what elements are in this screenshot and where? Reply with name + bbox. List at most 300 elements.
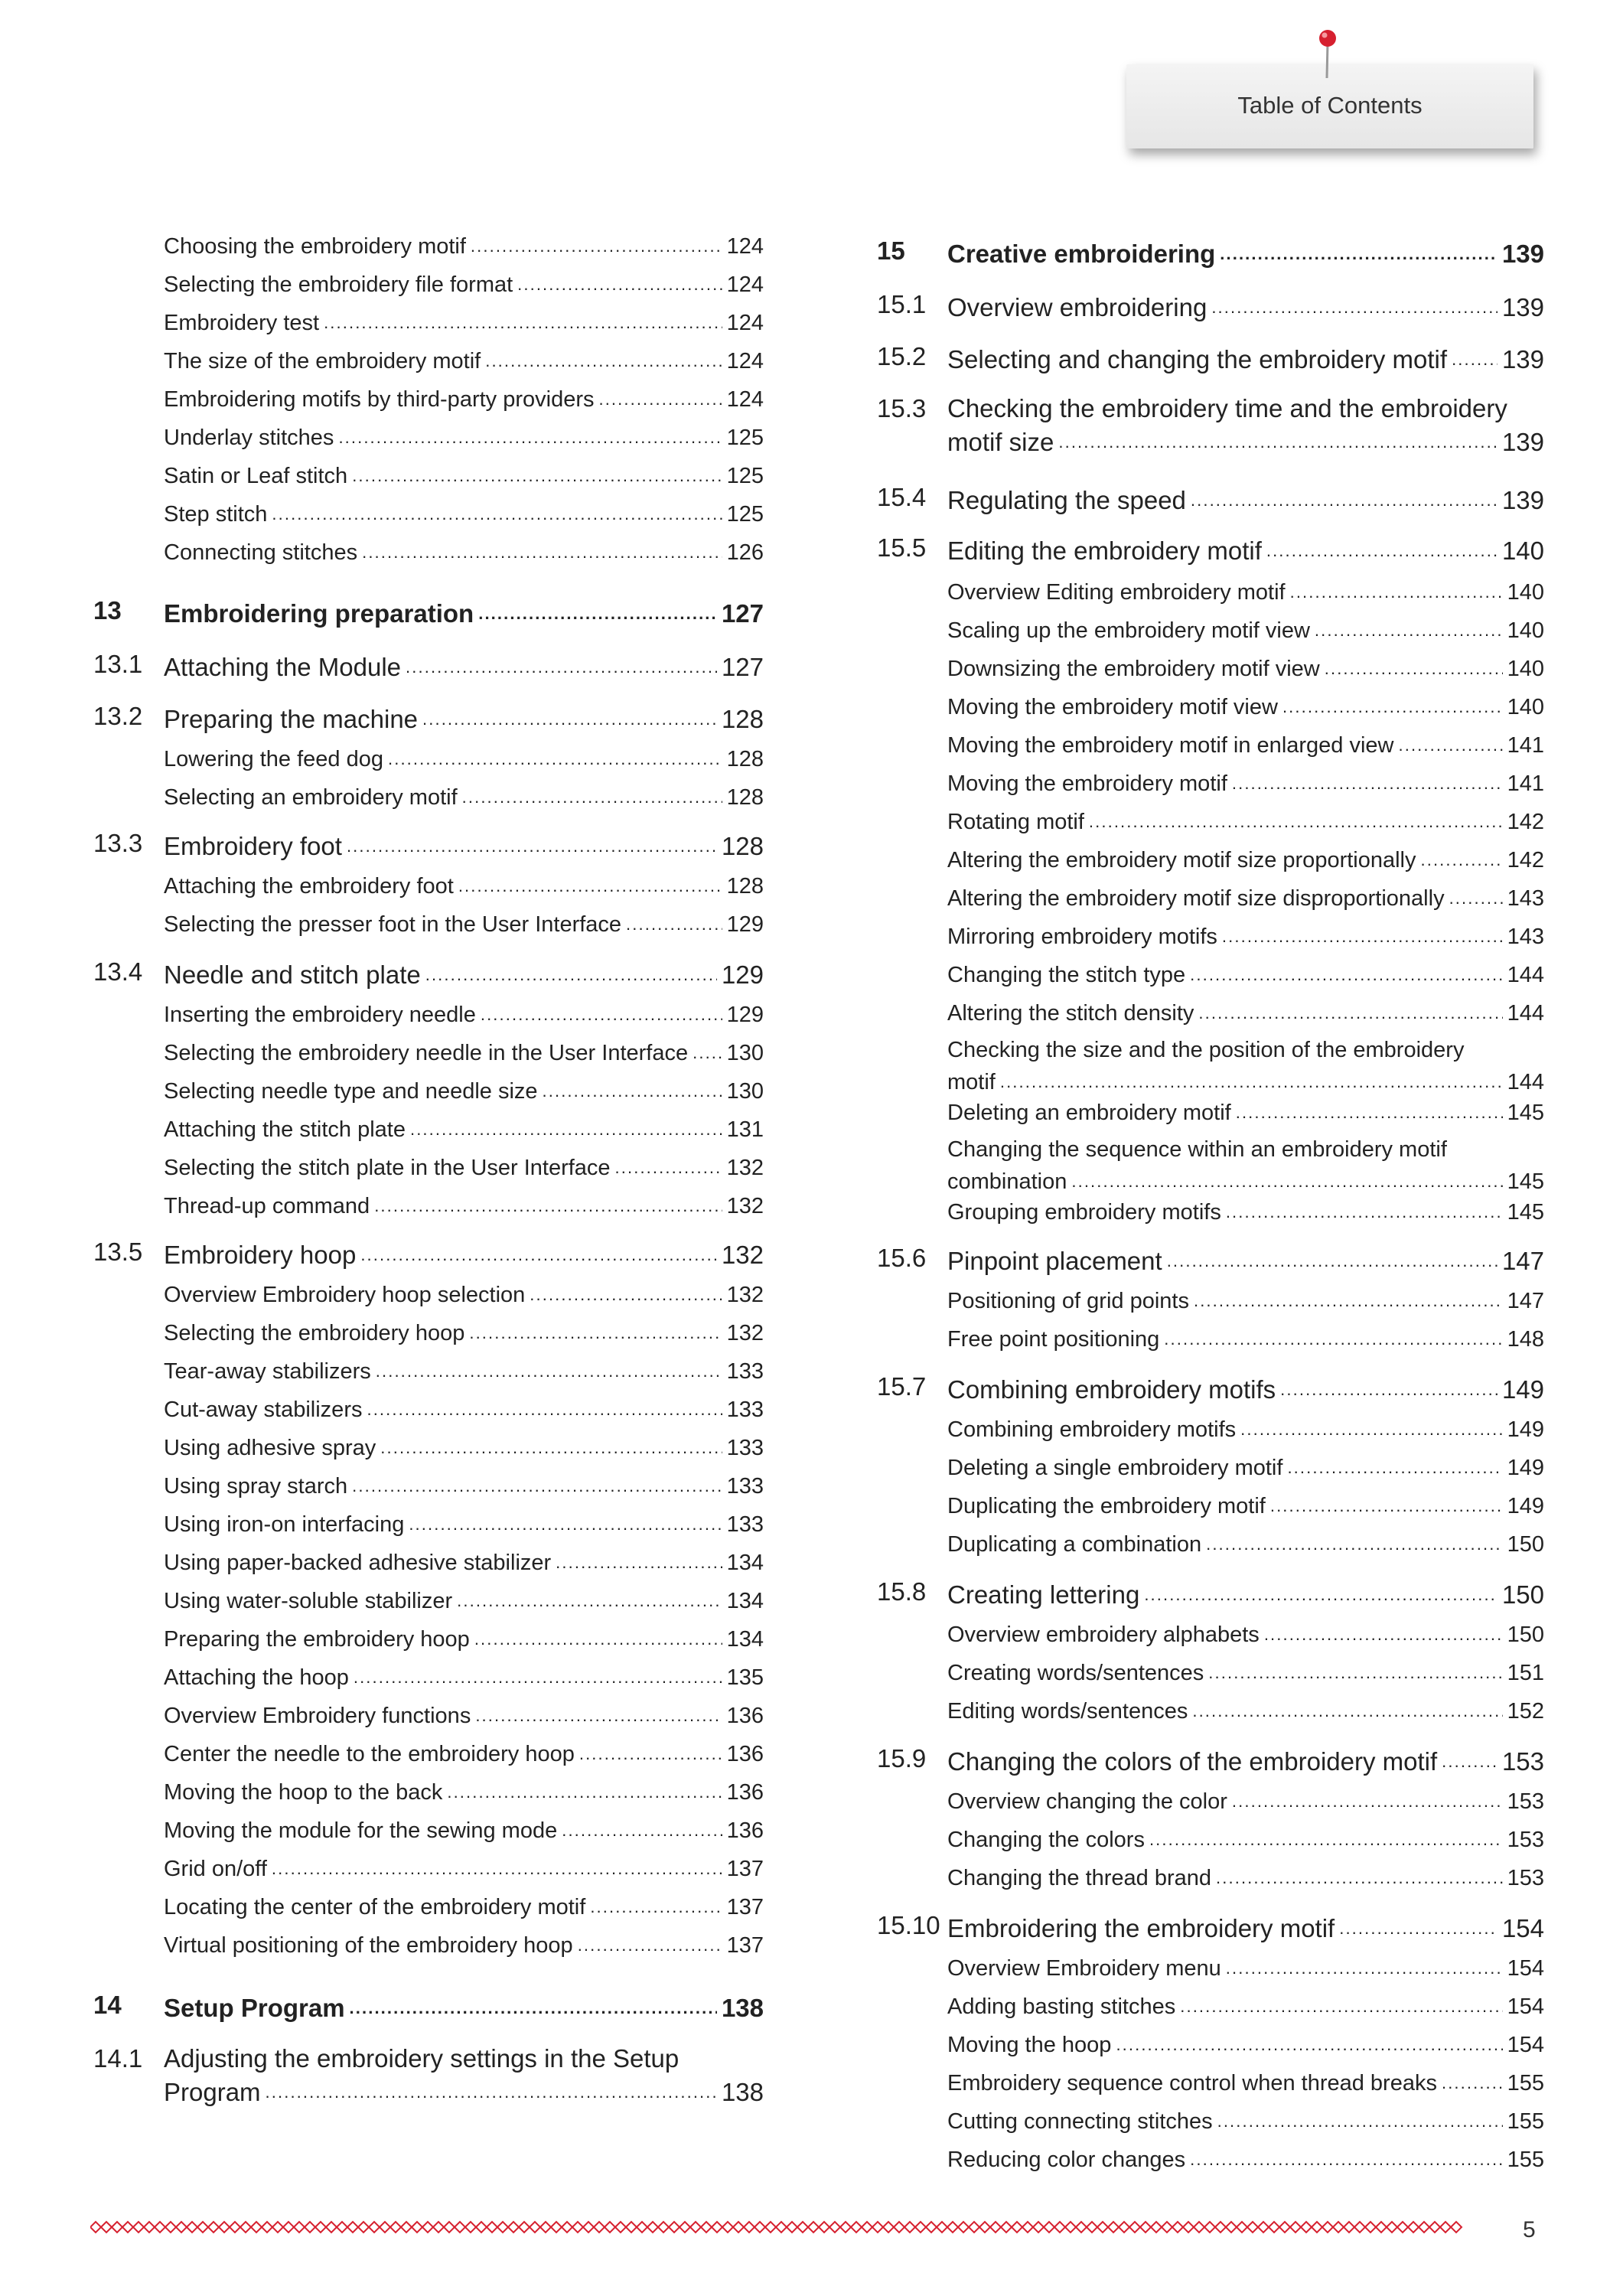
dot-leader [406, 649, 717, 683]
dot-leader [1325, 652, 1503, 684]
dot-leader [1421, 843, 1503, 876]
toc-entry-number: 13.4 [93, 957, 143, 986]
toc-chapter-entry[interactable] [93, 1990, 764, 2024]
toc-entry-page: 134 [726, 1627, 764, 1652]
toc-entry-page: 132 [726, 1194, 764, 1218]
toc-entry-page: 154 [1507, 2033, 1544, 2057]
toc-subsection-entry[interactable] [93, 1508, 764, 1540]
toc-subsection-entry[interactable] [93, 742, 764, 775]
toc-subsection-entry[interactable] [877, 882, 1544, 914]
dot-leader [352, 1469, 722, 1502]
toc-subsection-entry[interactable] [877, 576, 1544, 608]
toc-entry-page: 138 [721, 1994, 764, 2022]
toc-entry-page: 140 [1507, 580, 1544, 605]
toc-subsection-entry[interactable] [877, 1195, 1544, 1228]
toc-entry-title: Locating the center of the embroidery motif [164, 1895, 586, 1919]
toc-chapter-entry[interactable] [877, 236, 1544, 269]
toc-subsection-entry[interactable] [93, 1075, 764, 1107]
toc-entry-page: 133 [726, 1474, 764, 1499]
toc-subsection-entry[interactable] [877, 1823, 1544, 1855]
toc-entry-title: Using paper-backed adhesive stabilizer [164, 1551, 552, 1575]
toc-entry-page: 129 [726, 1003, 764, 1027]
toc-entry-page: 128 [721, 705, 764, 733]
toc-entry-title: Connecting stitches [164, 540, 358, 565]
toc-section-entry[interactable] [93, 828, 764, 862]
toc-entry-number: 13.2 [93, 702, 143, 730]
toc-entry-page: 130 [726, 1041, 764, 1065]
toc-entry-page: 139 [1501, 345, 1544, 373]
toc-entry-page: 128 [726, 747, 764, 771]
toc-entry-page: 125 [726, 464, 764, 488]
toc-entry-title: Embroidering preparation [164, 599, 474, 628]
toc-entry-page: 137 [726, 1895, 764, 1919]
toc-subsection-entry[interactable] [93, 1113, 764, 1145]
toc-subsection-entry[interactable] [877, 1694, 1544, 1727]
toc-subsection-entry[interactable] [877, 1035, 1544, 1097]
toc-subsection-entry[interactable] [877, 1785, 1544, 1817]
toc-entry-title: Setup Program [164, 1994, 345, 2022]
dot-leader [1000, 1065, 1503, 1097]
toc-subsection-entry[interactable] [93, 1151, 764, 1183]
dot-leader [1208, 1656, 1502, 1688]
toc-entry-page: 124 [726, 387, 764, 412]
toc-entry-page: 153 [1507, 1828, 1544, 1852]
toc-subsection-entry[interactable] [93, 1431, 764, 1463]
toc-entry-title: Cutting connecting stitches [947, 2109, 1213, 2134]
toc-subsection-entry[interactable] [877, 1990, 1544, 2022]
dot-leader [409, 1508, 722, 1540]
toc-entry-title: Moving the module for the sewing mode [164, 1818, 558, 1843]
toc-entry-number: 13.5 [93, 1238, 143, 1266]
toc-entry-page: 140 [1507, 618, 1544, 643]
toc-entry-page: 139 [1501, 486, 1544, 514]
toc-entry-title: Mirroring embroidery motifs [947, 925, 1217, 949]
toc-entry-number: 15.9 [877, 1744, 927, 1773]
dot-leader [1116, 2028, 1502, 2060]
toc-entry-title: Changing the thread brand [947, 1866, 1212, 1890]
dot-leader [425, 957, 717, 990]
dot-leader [1164, 1322, 1502, 1355]
toc-entry-page: 129 [721, 960, 764, 989]
toc-entry-title: Editing the embroidery motif [947, 536, 1262, 565]
toc-subsection-entry[interactable] [877, 2028, 1544, 2060]
toc-entry-page: 132 [726, 1283, 764, 1307]
toc-subsection-entry[interactable] [93, 230, 764, 262]
toc-entry-page: 140 [1507, 695, 1544, 719]
toc-subsection-entry[interactable] [93, 1890, 764, 1923]
toc-subsection-entry[interactable] [93, 1699, 764, 1731]
toc-subsection-entry[interactable] [93, 1469, 764, 1502]
page-number: 5 [1523, 2217, 1536, 2242]
toc-entry-title: Moving the hoop to the back [164, 1780, 443, 1805]
toc-section-entry[interactable] [877, 533, 1544, 566]
toc-entry-page: 150 [1507, 1623, 1544, 1647]
toc-section-entry[interactable] [93, 2043, 764, 2108]
toc-entry-page: 145 [1507, 1169, 1544, 1194]
toc-subsection-entry[interactable] [877, 767, 1544, 799]
toc-entry-number: 14.1 [93, 2044, 143, 2073]
toc-entry-number: 15.3 [877, 394, 927, 422]
dot-leader [562, 1814, 722, 1846]
toc-section-entry[interactable] [877, 393, 1544, 458]
dot-leader [1167, 1243, 1498, 1277]
toc-entry-title: Free point positioning [947, 1327, 1160, 1352]
dot-leader [410, 1113, 722, 1145]
toc-entry-page: 150 [1501, 1580, 1544, 1609]
toc-section-entry[interactable] [877, 1243, 1544, 1277]
toc-entry-title: Tear-away stabilizers [164, 1359, 371, 1384]
toc-entry-title: Attaching the hoop [164, 1665, 349, 1690]
toc-entry-title: Embroidery sequence control when thread breaks [947, 2071, 1437, 2095]
dot-leader [1226, 1952, 1503, 1984]
toc-entry-title: Needle and stitch plate [164, 960, 421, 989]
toc-section-entry[interactable] [877, 289, 1544, 323]
dot-leader [1240, 1413, 1502, 1445]
dot-leader [1339, 1910, 1498, 1944]
toc-entry-page: 155 [1507, 2071, 1544, 2095]
dot-leader [517, 268, 722, 300]
toc-entry-page: 136 [726, 1742, 764, 1766]
toc-entry-number: 15 [877, 236, 905, 265]
dot-leader [615, 1151, 722, 1183]
dot-leader [626, 908, 722, 940]
toc-entry-page: 139 [1501, 293, 1544, 321]
toc-entry-page: 125 [726, 426, 764, 450]
toc-entry-page: 141 [1507, 771, 1544, 796]
toc-entry-page: 147 [1501, 1247, 1544, 1275]
toc-chapter-entry[interactable] [93, 595, 764, 629]
toc-entry-page: 132 [726, 1156, 764, 1180]
toc-entry-title: Combining embroidery motifs [947, 1417, 1237, 1442]
toc-entry-title: Changing the colors [947, 1828, 1145, 1852]
toc-entry-page: 145 [1507, 1200, 1544, 1225]
toc-entry-number: 13.3 [93, 829, 143, 857]
toc-entry-title: Embroidery foot [164, 832, 342, 860]
toc-entry-page: 139 [1501, 428, 1544, 456]
toc-section-entry[interactable] [877, 1743, 1544, 1777]
dot-leader [380, 1431, 722, 1463]
toc-entry-number: 13.1 [93, 650, 143, 678]
toc-entry-title: Attaching the stitch plate [164, 1117, 406, 1142]
toc-subsection-entry[interactable] [877, 1656, 1544, 1688]
toc-subsection-entry[interactable] [877, 614, 1544, 646]
toc-subsection-entry[interactable] [93, 1929, 764, 1961]
toc-entry-number: 15.4 [877, 483, 927, 511]
toc-entry-page: 149 [1507, 1456, 1544, 1480]
toc-subsection-entry[interactable] [93, 1661, 764, 1693]
toc-entry-page: 128 [726, 874, 764, 899]
toc-entry-number: 15.6 [877, 1244, 927, 1272]
toc-subsection-entry[interactable] [877, 996, 1544, 1029]
toc-entry-title: Reducing color changes [947, 2148, 1186, 2172]
dot-leader [1192, 1694, 1502, 1727]
dot-leader [590, 1890, 722, 1923]
toc-entry-page: 128 [721, 832, 764, 860]
dot-leader [1216, 1861, 1503, 1893]
toc-entry-title: Selecting the stitch plate in the User Interface [164, 1156, 611, 1180]
toc-subsection-entry[interactable] [93, 268, 764, 300]
toc-section-entry[interactable] [93, 649, 764, 683]
toc-entry-title: Rotating motif [947, 810, 1084, 834]
toc-entry-page: 125 [726, 502, 764, 527]
dot-leader [1442, 1743, 1498, 1777]
dot-leader [1266, 533, 1498, 566]
toc-entry-page: 150 [1507, 1532, 1544, 1557]
dot-leader [266, 2074, 717, 2108]
toc-entry-page: 124 [726, 234, 764, 259]
dot-leader [485, 344, 722, 377]
toc-entry-page: 141 [1507, 733, 1544, 758]
toc-entry-title: Attaching the Module [164, 653, 402, 681]
toc-entry-title: Selecting an embroidery motif [164, 785, 458, 810]
toc-section-entry[interactable] [93, 1237, 764, 1270]
dot-leader [352, 459, 722, 491]
toc-entry-page: 144 [1507, 963, 1544, 987]
toc-subsection-entry[interactable] [93, 344, 764, 377]
toc-entry-page: 124 [726, 272, 764, 297]
dot-leader [471, 230, 722, 262]
toc-subsection-entry[interactable] [93, 1393, 764, 1425]
toc-subsection-entry[interactable] [93, 869, 764, 902]
dot-leader [1058, 424, 1498, 458]
dot-leader [1191, 482, 1498, 516]
toc-subsection-entry[interactable] [877, 1618, 1544, 1650]
dot-leader [376, 1355, 722, 1387]
toc-entry-page: 144 [1507, 1070, 1544, 1094]
toc-entry-page: 138 [721, 2078, 764, 2106]
toc-entry-page: 136 [726, 1704, 764, 1728]
toc-subsection-entry[interactable] [877, 1861, 1544, 1893]
toc-subsection-entry[interactable] [93, 1189, 764, 1221]
toc-entry-page: 124 [726, 311, 764, 335]
toc-entry-title: Changing the stitch type [947, 963, 1186, 987]
toc-entry-page: 142 [1507, 810, 1544, 834]
toc-entry-title: Regulating the speed [947, 486, 1186, 514]
toc-entry-title-cont: Program [164, 2078, 261, 2106]
dot-leader [1232, 1785, 1503, 1817]
toc-subsection-entry[interactable] [93, 1316, 764, 1349]
toc-subsection-entry[interactable] [93, 1852, 764, 1884]
toc-subsection-entry[interactable] [877, 805, 1544, 837]
toc-entry-title: Thread-up command [164, 1194, 370, 1218]
toc-entry-title: Embroidering the embroidery motif [947, 1914, 1335, 1942]
toc-entry-page: 127 [721, 599, 764, 628]
toc-entry-title: Using adhesive spray [164, 1436, 376, 1460]
toc-entry-title: Selecting the embroidery hoop [164, 1321, 465, 1345]
dot-leader [1280, 1371, 1498, 1405]
toc-entry-page: 144 [1507, 1001, 1544, 1026]
dot-leader [354, 1661, 722, 1693]
dot-leader [693, 1036, 722, 1068]
toc-subsection-entry[interactable] [877, 690, 1544, 722]
toc-entry-number: 15.10 [877, 1911, 940, 1939]
toc-section-entry[interactable] [877, 482, 1544, 516]
dot-leader [1264, 1618, 1503, 1650]
dot-leader [1399, 729, 1503, 761]
toc-subsection-entry[interactable] [93, 421, 764, 453]
toc-subsection-entry[interactable] [877, 1451, 1544, 1483]
toc-subsection-entry[interactable] [93, 306, 764, 338]
toc-subsection-entry[interactable] [93, 1278, 764, 1310]
toc-entry-page: 140 [1507, 657, 1544, 681]
toc-entry-title: Creative embroidering [947, 240, 1216, 268]
toc-subsection-entry[interactable] [877, 1528, 1544, 1560]
toc-subsection-entry[interactable] [93, 459, 764, 491]
toc-section-entry[interactable] [93, 701, 764, 735]
toc-entry-title: Editing words/sentences [947, 1699, 1188, 1724]
toc-entry-number: 15.5 [877, 533, 927, 562]
toc-subsection-entry[interactable] [93, 1737, 764, 1769]
toc-entry-title: Embroidery test [164, 311, 320, 335]
toc-entry-number: 15.1 [877, 290, 927, 318]
dot-leader [360, 1237, 717, 1270]
dot-leader [422, 701, 717, 735]
toc-entry-title: Altering the embroidery motif size proportionally [947, 848, 1416, 872]
toc-entry-title: Using water-soluble stabilizer [164, 1589, 453, 1613]
toc-subsection-entry[interactable] [93, 908, 764, 940]
toc-entry-title: Cut-away stabilizers [164, 1397, 363, 1422]
toc-entry-title: Duplicating a combination [947, 1532, 1202, 1557]
toc-entry-title: Preparing the embroidery hoop [164, 1627, 470, 1652]
toc-entry-title: Changing the sequence within an embroidery motif [947, 1137, 1447, 1162]
toc-entry-page: 139 [1501, 240, 1544, 268]
toc-entry-page: 154 [1507, 1956, 1544, 1981]
toc-subsection-entry[interactable] [877, 1489, 1544, 1521]
toc-subsection-entry[interactable] [93, 781, 764, 813]
toc-entry-page: 151 [1507, 1661, 1544, 1685]
toc-subsection-entry[interactable] [93, 383, 764, 415]
toc-subsection-entry[interactable] [877, 2143, 1544, 2175]
toc-subsection-entry[interactable] [877, 843, 1544, 876]
toc-entry-page: 147 [1507, 1289, 1544, 1313]
toc-entry-title: Selecting needle type and needle size [164, 1079, 538, 1104]
toc-subsection-entry[interactable] [877, 1284, 1544, 1316]
toc-subsection-entry[interactable] [93, 998, 764, 1030]
toc-entry-title: Moving the embroidery motif [947, 771, 1227, 796]
toc-entry-number: 15.2 [877, 342, 927, 370]
toc-entry-title: Overview embroidery alphabets [947, 1623, 1260, 1647]
dot-leader [1232, 767, 1503, 799]
toc-subsection-entry[interactable] [93, 536, 764, 568]
toc-section-entry[interactable] [93, 957, 764, 990]
toc-entry-title: Selecting the embroidery file format [164, 272, 513, 297]
toc-entry-page: 140 [1501, 536, 1544, 565]
dot-leader [1149, 1823, 1503, 1855]
toc-entry-title: Selecting the presser foot in the User Interface [164, 912, 622, 937]
toc-section-entry[interactable] [877, 1371, 1544, 1405]
tab-label: Table of Contents [1237, 92, 1423, 119]
toc-entry-title: Step stitch [164, 502, 268, 527]
toc-subsection-entry[interactable] [93, 1546, 764, 1578]
toc-subsection-entry[interactable] [877, 652, 1544, 684]
dot-leader [543, 1075, 722, 1107]
dot-leader [272, 497, 722, 530]
toc-entry-title: Scaling up the embroidery motif view [947, 618, 1310, 643]
toc-subsection-entry[interactable] [93, 1814, 764, 1846]
toc-subsection-entry[interactable] [93, 497, 764, 530]
toc-entry-number: 15.7 [877, 1372, 927, 1401]
toc-subsection-entry[interactable] [877, 1322, 1544, 1355]
toc-entry-page: 143 [1507, 886, 1544, 911]
toc-subsection-entry[interactable] [877, 2066, 1544, 2099]
toc-entry-title: Checking the embroidery time and the embroidery [947, 394, 1507, 422]
toc-entry-title: Overview embroidering [947, 293, 1207, 321]
toc-entry-title: Creating lettering [947, 1580, 1140, 1609]
dot-leader [478, 595, 717, 629]
toc-entry-title: Center the needle to the embroidery hoop [164, 1742, 575, 1766]
toc-entry-title: Preparing the machine [164, 705, 419, 733]
dot-leader [579, 1737, 722, 1769]
toc-section-entry[interactable] [877, 1910, 1544, 1944]
toc-entry-title: Adjusting the embroidery settings in the Setup [164, 2044, 680, 2073]
toc-entry-page: 124 [726, 349, 764, 373]
toc-section-entry[interactable] [877, 341, 1544, 375]
toc-subsection-entry[interactable] [93, 1623, 764, 1655]
toc-entry-page: 131 [726, 1117, 764, 1142]
dot-leader [272, 1852, 722, 1884]
toc-entry-number: 14 [93, 1991, 122, 2019]
toc-entry-page: 129 [726, 912, 764, 937]
toc-subsection-entry[interactable] [93, 1584, 764, 1616]
dot-leader [347, 828, 717, 862]
toc-entry-title: Choosing the embroidery motif [164, 234, 466, 259]
dot-leader [1449, 882, 1503, 914]
toc-entry-page: 132 [721, 1241, 764, 1269]
toc-entry-page: 127 [721, 653, 764, 681]
toc-entry-title: Moving the embroidery motif in enlarged view [947, 733, 1394, 758]
toc-entry-title: Grid on/off [164, 1857, 267, 1881]
toc-subsection-entry[interactable] [877, 1952, 1544, 1984]
toc-entry-page: 133 [726, 1359, 764, 1384]
dot-leader [556, 1546, 722, 1578]
toc-entry-page: 142 [1507, 848, 1544, 872]
toc-entry-page: 153 [1507, 1789, 1544, 1814]
dot-leader [1180, 1990, 1502, 2022]
toc-subsection-entry[interactable] [93, 1776, 764, 1808]
toc-subsection-entry[interactable] [877, 1413, 1544, 1445]
dot-leader [350, 1990, 717, 2024]
dot-leader [1071, 1165, 1502, 1197]
dot-leader [1236, 1096, 1503, 1128]
toc-subsection-entry[interactable] [877, 920, 1544, 952]
toc-entry-title: Overview changing the color [947, 1789, 1227, 1814]
dot-leader [474, 1623, 722, 1655]
dot-leader [1190, 958, 1502, 990]
dot-leader [530, 1278, 722, 1310]
toc-entry-title: Positioning of grid points [947, 1289, 1189, 1313]
toc-section-entry[interactable] [877, 1577, 1544, 1610]
toc-subsection-entry[interactable] [877, 1134, 1544, 1197]
toc-subsection-entry[interactable] [93, 1036, 764, 1068]
toc-entry-page: 155 [1507, 2109, 1544, 2134]
toc-entry-title: Overview Editing embroidery motif [947, 580, 1286, 605]
toc-entry-title: Attaching the embroidery foot [164, 874, 454, 899]
pushpin-icon [1316, 28, 1339, 81]
dot-leader [447, 1776, 722, 1808]
toc-entry-title: Inserting the embroidery needle [164, 1003, 476, 1027]
toc-entry-title: Moving the hoop [947, 2033, 1112, 2057]
toc-entry-page: 128 [726, 785, 764, 810]
toc-entry-title: Pinpoint placement [947, 1247, 1162, 1275]
toc-subsection-entry[interactable] [93, 1355, 764, 1387]
dot-leader [1270, 1489, 1503, 1521]
toc-subsection-entry[interactable] [877, 729, 1544, 761]
toc-entry-page: 136 [726, 1780, 764, 1805]
dot-leader [475, 1699, 722, 1731]
toc-subsection-entry[interactable] [877, 1096, 1544, 1128]
toc-subsection-entry[interactable] [877, 958, 1544, 990]
toc-subsection-entry[interactable] [877, 2105, 1544, 2137]
